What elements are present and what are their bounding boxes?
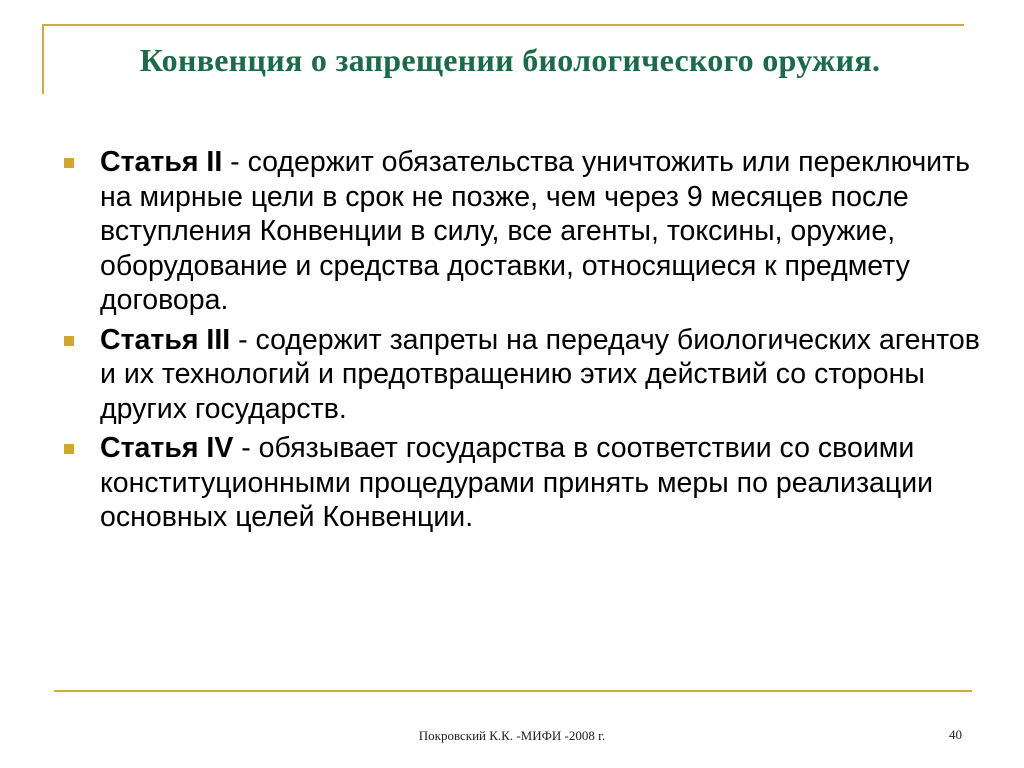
- page-number: 40: [949, 727, 962, 742]
- bullet-item-article-4: [60, 431, 980, 535]
- article-text: - обязывает государства в соответствии со своими конституционными процедурами принять меры по реализации основных целей Конвенции.: [100, 432, 934, 533]
- article-heading: Статья II: [100, 146, 223, 178]
- slide-frame-top-line: [42, 24, 964, 26]
- square-bullet-icon: [64, 444, 74, 454]
- bullet-list: [60, 145, 980, 540]
- article-heading: Статья IV: [100, 432, 234, 464]
- article-heading: Статья III: [100, 323, 231, 356]
- article-text: - содержит запреты на передачу биологических агентов и их технологий и предотвращению этих действий со стороны других государств.: [100, 323, 980, 425]
- article-text: - содержит обязательства уничтожить или переключить на мирные цели в срок не позже, чем через 9 месяцев после вступления Конвенции в силу, все агенты, токсины, оружие, оборудование и средства доставки, относящиеся к предмету договора.: [100, 146, 970, 316]
- bullet-item-article-2: [60, 145, 980, 318]
- square-bullet-icon: [64, 336, 74, 346]
- bullet-item-article-3: [60, 323, 980, 427]
- slide-frame-left-line: [42, 24, 44, 94]
- footer-divider: [54, 690, 972, 692]
- footer-author: Покровский К.К. -МИФИ -2008 г.: [418, 728, 606, 743]
- slide-title: Конвенция о запрещении биологического оружия.: [139, 42, 881, 78]
- square-bullet-icon: [64, 158, 74, 168]
